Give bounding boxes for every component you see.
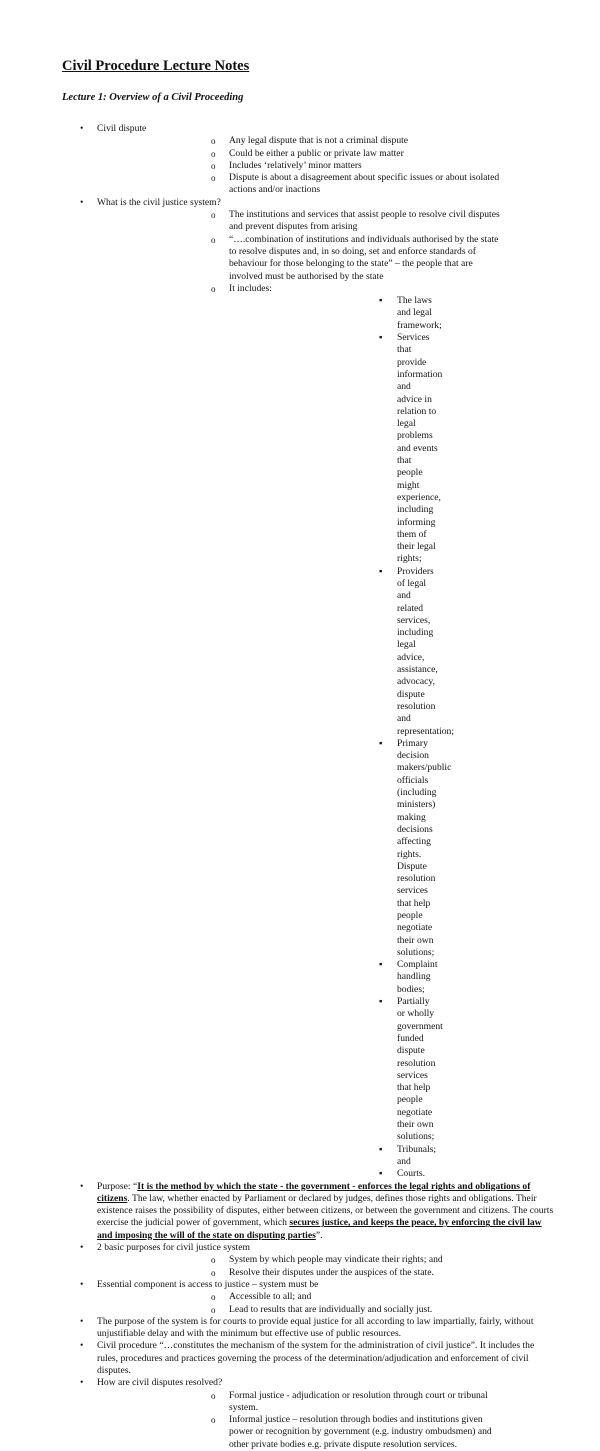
sub-sub-bullet [229,959,508,996]
sub-bullet-marker: o [211,1390,216,1401]
sub-sub-bullet-text: Services that provide information and advice in relation to legal problems and events that people might experience, including informing them of their legal rights; [397,332,443,565]
sub-sub-bullet [229,332,508,566]
sub-bullet-text: System by which people may vindicate their rights; and [229,1254,443,1266]
sub-bullet-text: Includes ‘relatively’ minor matters [229,159,362,171]
sub-bullet-text: The institutions and services that assist people to resolve civil disputes and prevent disputes from arising [229,209,500,233]
square-bullet-marker: ▪ [379,332,383,344]
sub-bullet-marker: o [211,136,216,147]
lecture-notes [0,123,600,1451]
lecture-subtitle: Lecture 1: Overview of a Civil Proceeding [62,92,244,103]
sub-bullet [97,1414,554,1451]
bullet-marker: • [80,123,84,134]
sub-bullet-marker: o [211,1267,216,1278]
bullet-civil-procedure [0,1340,600,1377]
sub-sub-bullet [229,738,508,959]
bullet-access-to-justice [0,1279,600,1316]
bullet-civil-dispute [0,123,600,197]
sub-bullet [97,1390,554,1415]
sub-bullet-marker: o [211,1304,216,1315]
bullet-text: Civil dispute [97,123,147,134]
sub-sub-bullet-text: Tribunals; and [397,1143,437,1167]
purpose-emphasis-2: secures justice, and keeps the peace, by enforcing the civil law and imposing the will of the state on disputing parties [97,1217,542,1241]
purpose-tail: ”. [315,1229,323,1241]
bullet-marker: • [80,1377,84,1389]
bullet-marker: • [80,1278,84,1290]
sub-bullet-marker: o [211,283,216,294]
sub-bullet-text: Could be either a public or private law matter [229,147,404,159]
square-bullet-marker: ▪ [379,565,383,577]
square-bullet-marker: ▪ [379,295,383,307]
bullet-text: Civil procedure “…constitutes the mechanism of the system for the administration of civil justice”. It includes the rules, procedures and practices governing the process of the determination/adjudication and enforcement of civil disputes. [97,1340,535,1376]
square-bullet-marker: ▪ [379,996,383,1008]
sub-sub-bullet [229,295,508,332]
sub-bullet-text: Dispute is about a disagreement about specific issues or about isolated actions and/or inactions [229,172,500,196]
bullet-text: 2 basic purposes for civil justice system [97,1242,250,1254]
square-bullet-marker: ▪ [379,959,383,971]
sub-bullet [97,209,554,234]
bullet-marker: • [80,196,84,208]
bullet-marker: • [80,1242,84,1254]
bullet-purpose [0,1181,600,1242]
sub-bullet [97,1291,554,1303]
bullet-text: The purpose of the system is for courts to provide equal justice for all according to law impartially, fairly, without unjustifiable delay and with the minimum but effective use of public resources. [97,1315,534,1340]
sub-bullet-marker: o [211,173,216,184]
bullet-marker: • [80,1180,84,1192]
sub-bullet-text: It includes: [229,282,272,294]
sub-bullet-marker: o [211,160,216,171]
bullet-dispute-resolution [0,1377,600,1451]
sub-sub-bullet-text: Courts. [397,1168,425,1180]
sub-bullet [97,172,554,197]
bullet-marker: • [80,1340,84,1352]
sub-bullet [97,1254,554,1266]
page-title: Civil Procedure Lecture Notes [62,58,250,74]
sub-bullet [97,135,554,147]
bullet-civil-justice-system [0,197,600,1181]
sub-bullet-marker: o [211,210,216,221]
sub-bullet-text: Informal justice – resolution through bodies and institutions given power or recognition by government (e.g. industry ombudsmen) and other private bodies e.g. private dispute resolution services. [229,1414,492,1450]
purpose-body: . The law, whether enacted by Parliament or declared by judges, defines those rights and obligations. Their existence raises the possibility of disputes, either between citizens, or between the government and citizens. The courts exercise the judicial power of government, which [97,1192,554,1229]
sub-bullet-text: Formal justice - adjudication or resolution through court or tribunal system. [229,1389,488,1413]
sub-bullet-text: Resolve their disputes under the auspices of the state. [229,1266,434,1278]
sub-bullet [97,1267,554,1279]
sub-bullet-marker: o [211,1415,216,1426]
sub-sub-bullet [229,1144,508,1169]
sub-sub-bullet [229,1168,508,1180]
bullet-system-purpose [0,1316,600,1341]
sub-bullet-text: “….combination of institutions and individuals authorised by the state to resolve disputes and, in so doing, set and enforce standards of behaviour for those belonging to the state” – the people that are involved must be authorised by the state [229,233,499,282]
sub-sub-bullet-text: Partially or wholly government funded dispute resolution services that help people negotiate their own solutions; [397,996,443,1143]
sub-bullet [97,1304,554,1316]
bullet-text: How are civil disputes resolved? [97,1377,223,1389]
sub-bullet [97,234,554,283]
square-bullet-marker: ▪ [379,737,383,749]
sub-bullet-text: Accessible to all; and [229,1291,312,1303]
sub-bullet-text: Any legal dispute that is not a criminal dispute [229,135,409,147]
sub-sub-bullet-text: The laws and legal framework; [397,295,442,331]
square-bullet-marker: ▪ [379,1168,383,1180]
sub-sub-bullet-text: Primary decision makers/public officials (including ministers) making decisions affecting rights. Dispute resolution services that help people negotiate their own solutions; [397,737,452,958]
sub-sub-bullet [229,996,508,1144]
sub-sub-bullet-text: Providers of legal and related services, including legal advice, assistance, advocacy, dispute resolution and representation; [397,565,455,737]
bullet-basic-purposes [0,1242,600,1279]
sub-bullet [97,148,554,160]
sub-bullet-marker: o [211,1292,216,1303]
sub-bullet-marker: o [211,234,216,245]
sub-bullet-marker: o [211,148,216,159]
purpose-emphasis-1: It is the method by which the state - the government - enforces the legal rights and obligations of citizens [97,1180,531,1204]
sub-bullet-marker: o [211,1255,216,1266]
sub-bullet [97,160,554,172]
bullet-marker: • [80,1315,84,1327]
bullet-text: Essential component is access to justice – system must be [97,1278,319,1290]
purpose-lead: Purpose: “ [97,1180,138,1192]
square-bullet-marker: ▪ [379,1143,383,1155]
sub-bullet-includes [97,283,554,1181]
sub-bullet-text: Lead to results that are individually and socially just. [229,1303,433,1315]
bullet-text: What is the civil justice system? [97,196,221,208]
sub-sub-bullet [229,566,508,738]
sub-sub-bullet-text: Complaint handling bodies; [397,959,438,995]
